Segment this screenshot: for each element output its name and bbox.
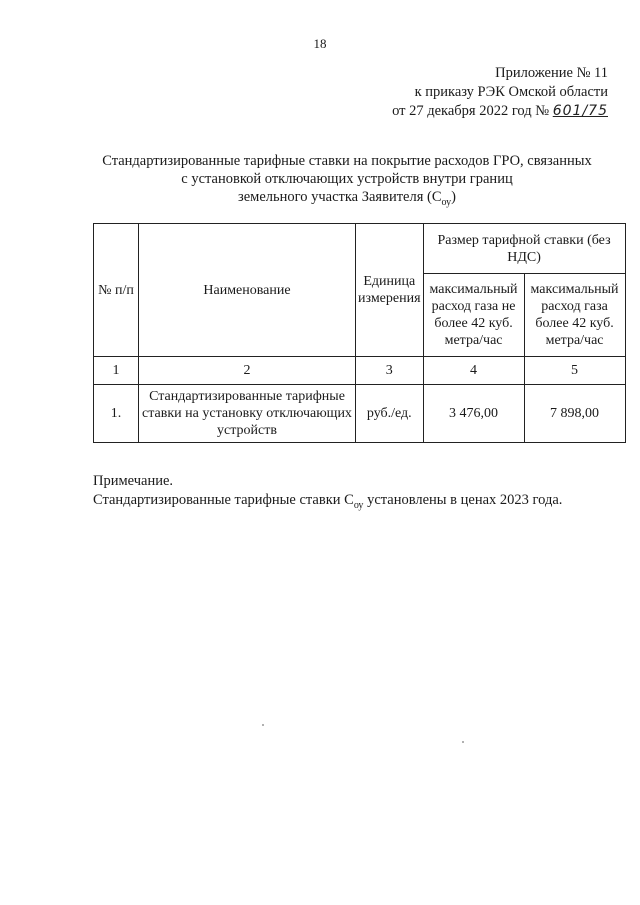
appendix-line-1: Приложение № 11 xyxy=(495,65,608,81)
title-line-3-text: земельного участка Заявителя (С xyxy=(238,189,442,205)
scan-speck xyxy=(262,724,264,726)
header-num: № п/п xyxy=(94,224,139,357)
title-line-3-end: ) xyxy=(451,189,456,205)
appendix-date: от 27 декабря 2022 год № xyxy=(392,103,553,119)
title-subscript: оу xyxy=(441,196,452,208)
appendix-line-3 xyxy=(288,102,608,121)
title-line-1: Стандартизированные тарифные ставки на покрытие расходов ГРО, связанных xyxy=(102,153,592,169)
header-col5: максимальный расход газа более 42 куб. метра/час xyxy=(524,274,625,357)
row-unit: руб./ед. xyxy=(356,385,424,443)
header-rate-group: Размер тарифной ставки (без НДС) xyxy=(423,224,625,274)
tariff-table xyxy=(93,223,626,443)
note-subscript: оу xyxy=(353,499,364,511)
row-value-gt-42: 7 898,00 xyxy=(524,385,625,443)
header-unit: Единица измерения xyxy=(356,224,424,357)
appendix-header xyxy=(288,64,608,121)
note-section xyxy=(93,472,623,515)
table-row xyxy=(94,385,626,443)
column-number: 5 xyxy=(524,357,625,385)
header-row-1 xyxy=(94,224,626,274)
row-name: Стандартизированные тарифные ставки на установку отключающих устройств xyxy=(139,385,356,443)
header-col4: максимальный расход газа не более 42 куб. метра/час xyxy=(423,274,524,357)
note-text xyxy=(93,491,623,515)
header-name: Наименование xyxy=(139,224,356,357)
title-line-2: с установкой отключающих устройств внутри границ xyxy=(181,171,513,187)
note-heading: Примечание. xyxy=(93,473,174,489)
scan-speck xyxy=(462,741,464,743)
column-number: 1 xyxy=(94,357,139,385)
row-value-le-42: 3 476,00 xyxy=(423,385,524,443)
column-number: 2 xyxy=(139,357,356,385)
column-number-row xyxy=(94,357,626,385)
title-line-3 xyxy=(82,188,612,212)
note-text-end: установлены в ценах 2023 года. xyxy=(363,492,563,508)
document-title xyxy=(82,152,612,212)
page-number: 18 xyxy=(313,36,327,51)
appendix-line-2: к приказу РЭК Омской области xyxy=(414,84,608,100)
note-text-start: Стандартизированные тарифные ставки С xyxy=(93,492,354,508)
column-number: 4 xyxy=(423,357,524,385)
row-num: 1. xyxy=(94,385,139,443)
order-number-handwritten: 601/75 xyxy=(552,103,608,119)
column-number: 3 xyxy=(356,357,424,385)
